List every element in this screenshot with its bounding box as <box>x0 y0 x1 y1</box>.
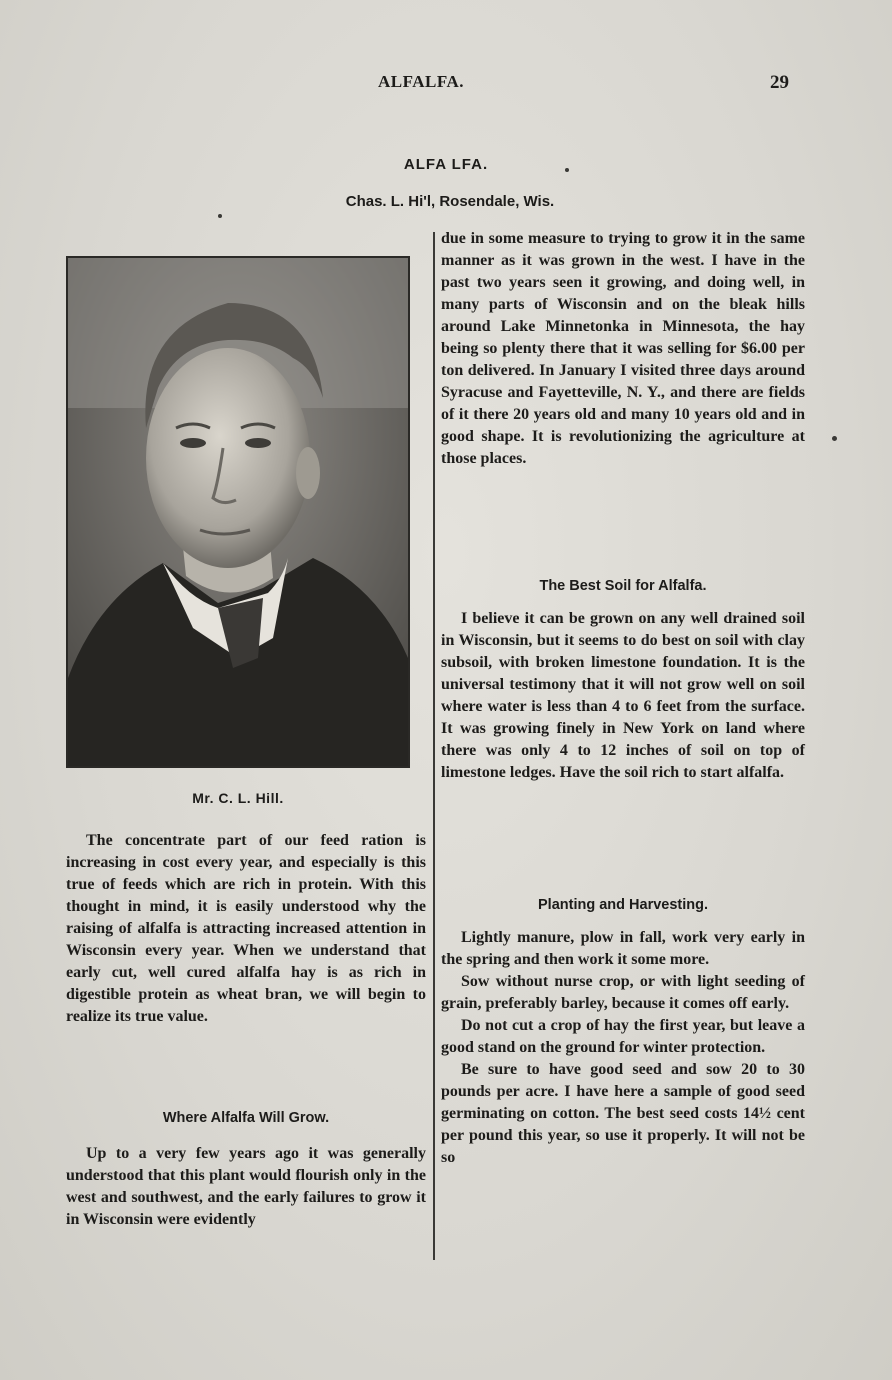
print-speck <box>832 436 837 441</box>
grow-paragraph-continued <box>441 228 805 470</box>
grow-text-start: Up to a very few years ago it was generally understood that this plant would flourish only in the west and southwest, and the early failures to grow it in Wisconsin were evidently <box>66 1145 426 1228</box>
running-head <box>0 72 892 98</box>
photo-caption: Mr. C. L. Hill. <box>192 790 284 806</box>
grow-text-continued: due in some measure to trying to grow it in the same manner as it was grown in the west. I have in the past two years seen it growing, and doing well, in many parts of Wisconsin and on the bleak hills around Lake Minnetonka in Minnesota, the hay being so plenty there that it was selling for $6.00 per ton delivered. In January I visited three days around Syracuse and Fayetteville, N. Y., and there are fields of it there 20 years old and many 10 years old and in good shape. It is revolutionizing the agriculture at those places. <box>441 230 805 467</box>
planting-text-1: Lightly manure, plow in fall, work very early in the spring and then work it some more. <box>441 929 805 968</box>
intro-text: The concentrate part of our feed ration is increasing in cost every year, and especially is this true of feeds which are rich in protein. With this thought in mind, it is easily understood why the raising of alfalfa is attracting increased attention in Wisconsin every year. When we understand that early cut, well cured alfalfa hay is as rich in digestible protein as wheat bran, we will begin to realize its true value. <box>66 832 426 1025</box>
planting-text-4: Be sure to have good seed and sow 20 to 30 pounds per acre. I have here a sample of good seed germinating on cotton. The best seed costs 14½ cent per pound this year, so use it properly. It will not be so <box>441 1061 805 1166</box>
page-number: 29 <box>770 72 789 93</box>
column-divider <box>433 232 435 1260</box>
soil-text: I believe it can be grown on any well drained soil in Wisconsin, but it seems to do best on soil with clay subsoil, with broken limestone foundation. It is the universal testimony that it will not grow well on soil where water is less than 4 to 6 feet from the surface. It was growing finely in New York on land where there was only 4 to 12 inches of soil on top of limestone ledges. Have the soil rich to start alfalfa. <box>441 610 805 781</box>
print-speck <box>565 168 569 172</box>
grow-paragraph-start <box>66 1143 426 1231</box>
article-title: ALFA LFA. <box>403 156 489 173</box>
soil-paragraph <box>441 608 805 784</box>
author-portrait-photo <box>66 256 410 768</box>
author-byline: Chas. L. Hi'l, Rosendale, Wis. <box>345 193 555 210</box>
planting-text-2: Sow without nurse crop, or with light seeding of grain, preferably barley, because it comes off early. <box>441 973 805 1012</box>
section-heading-planting: Planting and Harvesting. <box>538 897 708 913</box>
intro-paragraph <box>66 830 426 1028</box>
planting-paragraphs <box>441 927 805 1169</box>
print-speck <box>218 214 222 218</box>
section-heading-where-alfalfa-grows: Where Alfalfa Will Grow. <box>162 1110 330 1126</box>
planting-text-3: Do not cut a crop of hay the first year, but leave a good stand on the ground for winter protection. <box>441 1017 805 1056</box>
running-title: ALFALFA. <box>378 72 465 91</box>
section-heading-best-soil: The Best Soil for Alfalfa. <box>539 578 707 594</box>
